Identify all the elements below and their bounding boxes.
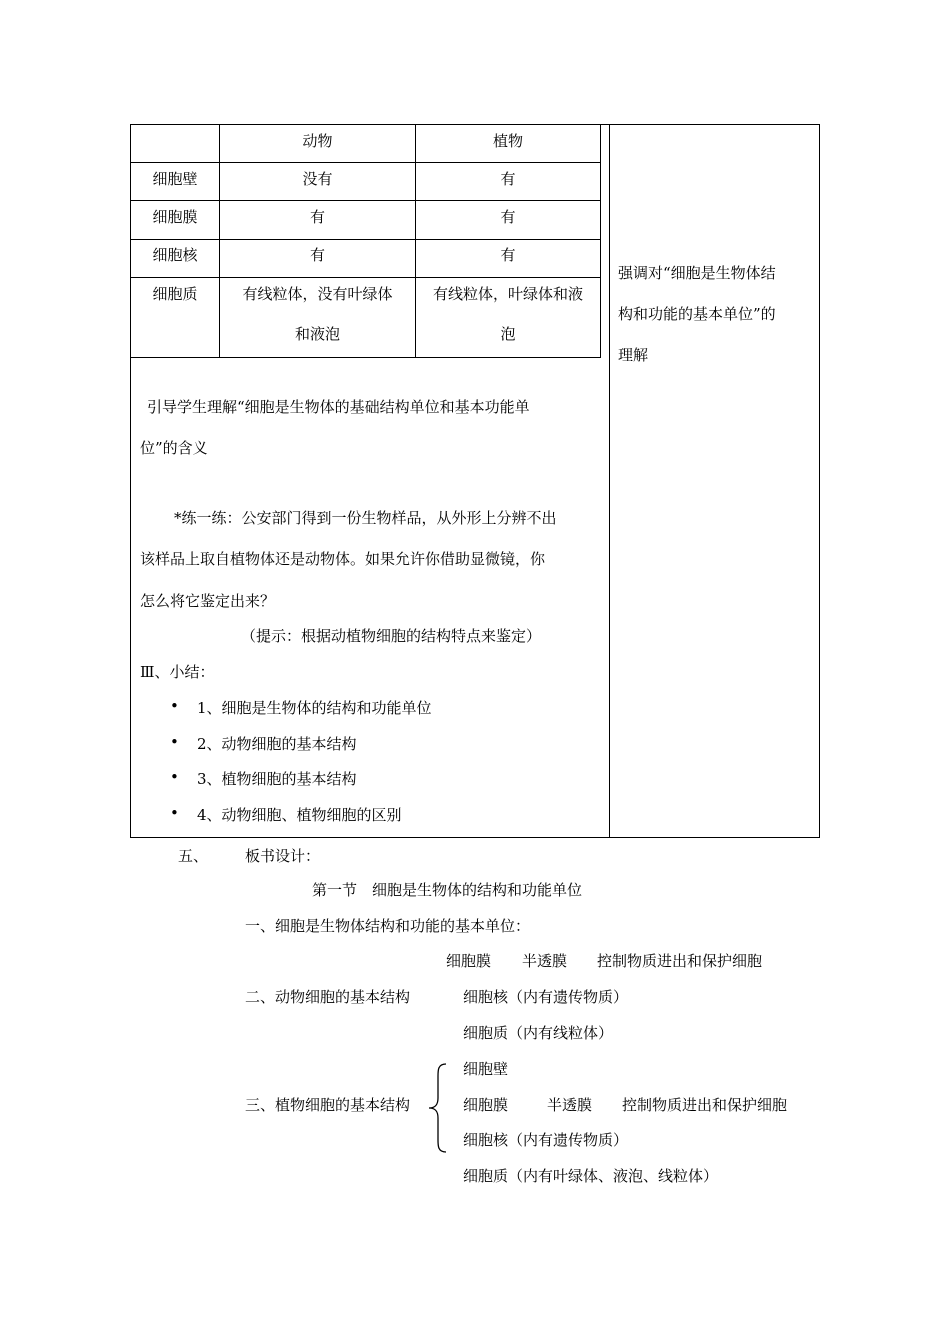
list-item: 4、动物细胞、植物细胞的区别 [197,806,402,824]
table-cell: 有 [309,246,325,264]
table-header-animal: 动物 [302,132,333,150]
inner-table-right [600,124,601,358]
board-part3-semi: 半透膜 [547,1096,593,1114]
bullet-icon: • [170,733,179,751]
table-row-label: 细胞膜 [152,208,198,226]
summary-title: Ⅲ、小结： [140,663,215,681]
guide-text: 位”的含义 [140,439,208,457]
table-cell: 和液泡 [294,325,340,343]
list-item: 2、动物细胞的基本结构 [197,735,357,753]
board-part2-nucleus: 细胞核（内有遗传物质） [463,988,629,1006]
board-part2-cytoplasm: 细胞质（内有线粒体） [463,1024,614,1042]
board-part3-wall: 细胞壁 [463,1060,509,1078]
inner-table-row-line [130,277,601,278]
board-part3-cytoplasm: 细胞质（内有叶绿体、液泡、线粒体） [463,1167,719,1185]
outer-border-left [130,124,131,838]
board-part1-semi: 半透膜 [522,952,568,970]
bullet-icon: • [170,697,179,715]
practice-hint: （提示：根据动植物细胞的结构特点来鉴定） [241,627,542,645]
table-cell: 泡 [500,325,516,343]
left-brace-icon [426,1062,448,1154]
outer-border-top [130,124,820,125]
table-cell: 有 [500,246,516,264]
table-cell: 没有 [302,170,333,188]
outer-border-right [819,124,820,838]
bullet-icon: • [170,768,179,786]
table-header-plant: 植物 [492,132,523,150]
board-heading-number: 五、 [178,847,209,865]
list-item: 1、细胞是生物体的结构和功能单位 [197,699,432,717]
table-cell: 有线粒体，没有叶绿体 [242,285,393,303]
board-part1: 一、细胞是生物体结构和功能的基本单位： [245,917,531,935]
table-cell: 有 [500,170,516,188]
outer-border-bottom [130,837,820,838]
table-cell: 有 [309,208,325,226]
inner-table-row-line [130,200,601,201]
table-row-label: 细胞核 [152,246,198,264]
right-note-line: 构和功能的基本单位”的 [618,305,776,323]
guide-text: 引导学生理解“细胞是生物体的基础结构单位和基本功能单 [147,398,530,416]
inner-table-row-line [130,239,601,240]
table-cell: 有线粒体，叶绿体和液 [432,285,583,303]
board-part3-nucleus: 细胞核（内有遗传物质） [463,1131,629,1149]
inner-table-row-line [130,162,601,163]
inner-table-row-line [130,357,601,358]
board-heading: 板书设计： [245,847,321,865]
board-part1-function: 控制物质进出和保护细胞 [597,952,763,970]
board-part3: 三、植物细胞的基本结构 [245,1096,411,1114]
bullet-icon: • [170,804,179,822]
right-note-line: 强调对“细胞是生物体结 [618,264,776,282]
table-row-label: 细胞壁 [152,170,198,188]
practice-text: 该样品上取自植物体还是动物体。如果允许你借助显微镜，你 [140,550,546,568]
board-section-title: 第一节 细胞是生物体的结构和功能单位 [312,881,583,899]
list-item: 3、植物细胞的基本结构 [197,770,357,788]
right-note-line: 理解 [618,346,649,364]
board-part3-membrane: 细胞膜 [463,1096,509,1114]
board-part3-function: 控制物质进出和保护细胞 [622,1096,788,1114]
practice-text: *练一练：公安部门得到一份生物样品，从外形上分辨不出 [174,509,557,527]
board-part2: 二、动物细胞的基本结构 [245,988,411,1006]
column-divider [609,124,610,838]
board-part1-membrane: 细胞膜 [446,952,492,970]
table-row-label: 细胞质 [152,285,198,303]
table-cell: 有 [500,208,516,226]
practice-text: 怎么将它鉴定出来？ [140,592,276,610]
